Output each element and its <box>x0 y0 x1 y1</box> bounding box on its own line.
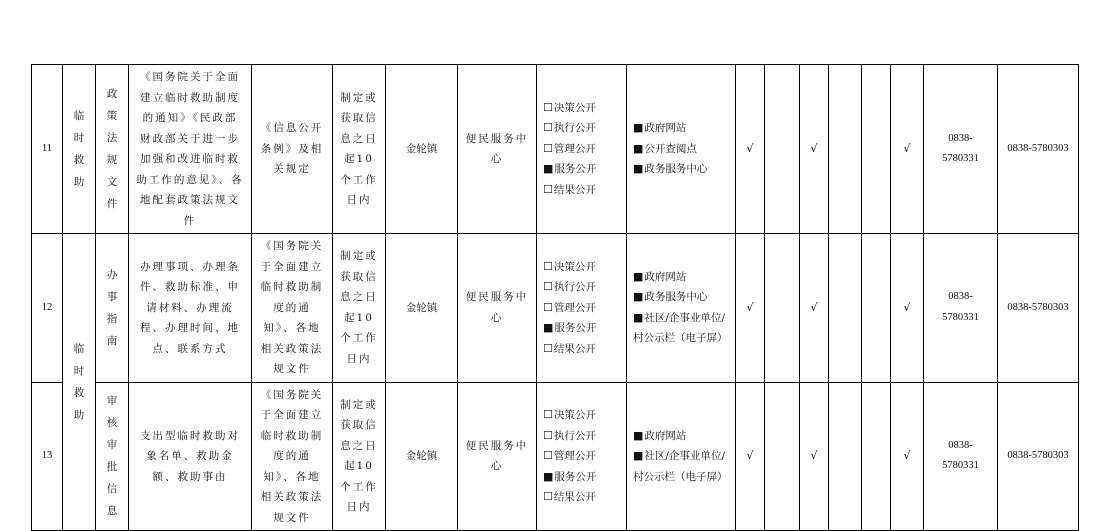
check-cell <box>829 382 862 531</box>
check-cell: √ <box>891 382 924 531</box>
vertical-char: 规 <box>106 154 118 166</box>
filled-square-icon: ■ <box>633 162 644 176</box>
category-cell <box>63 65 96 234</box>
empty-square-icon: ☐ <box>543 259 553 273</box>
deadline-cell: 制定或获取信息之日起10个工作日内 <box>333 65 386 234</box>
content-cell: 《国务院关于全面建立临时救助制度的通知》《民政部 财政部关于进一步加强和改进临时救助工作的意见》、各地配套政策法规文件 <box>129 65 252 234</box>
check-cell: √ <box>800 65 829 234</box>
content-cell: 支出型临时救助对象名单、救助金额、救助事由 <box>129 382 252 531</box>
subject-cell: 金轮镇 <box>386 382 458 531</box>
option-item <box>543 277 620 298</box>
option-label: 政府网站 <box>644 122 687 135</box>
vertical-char: 助 <box>73 409 85 421</box>
row-number: 13 <box>32 382 63 531</box>
phone-cell: 0838-5780331 <box>924 65 998 234</box>
option-item <box>543 426 620 447</box>
option-label: 结果公开 <box>553 342 596 355</box>
option-label: 执行公开 <box>553 281 596 293</box>
option-item <box>543 446 620 467</box>
channels-cell <box>627 234 736 383</box>
option-label: 社区/企事业单位/村公示栏（电子屏） <box>633 450 728 483</box>
item-cell <box>96 382 129 531</box>
vertical-char: 助 <box>73 176 85 188</box>
option-item <box>543 98 620 119</box>
option-label: 决策公开 <box>553 101 596 114</box>
empty-square-icon: ☐ <box>543 300 553 314</box>
vertical-char: 办 <box>106 268 118 281</box>
empty-square-icon: ☐ <box>543 100 553 114</box>
scope-cell <box>537 234 627 383</box>
carrier-cell: 便民服务中心 <box>458 65 537 234</box>
option-item <box>543 339 620 360</box>
channels-cell <box>627 65 736 234</box>
filled-square-icon: ■ <box>633 290 644 304</box>
check-cell: √ <box>800 234 829 383</box>
vertical-char: 时 <box>73 365 85 377</box>
carrier-cell: 便民服务中心 <box>458 382 537 531</box>
option-label: 管理公开 <box>553 450 596 462</box>
option-item <box>633 139 729 160</box>
category-cell <box>63 234 96 531</box>
carrier-cell: 便民服务中心 <box>458 234 537 383</box>
option-item <box>633 426 729 447</box>
option-label: 执行公开 <box>553 122 596 135</box>
vertical-char: 息 <box>106 505 118 518</box>
empty-square-icon: ☐ <box>543 341 553 355</box>
option-label: 服务公开 <box>554 470 597 483</box>
empty-square-icon: ☐ <box>543 280 553 293</box>
basis-cell: 《国务院关于全面建立临时救助制度的通知》、各地相关政策法规文件 <box>252 234 333 383</box>
option-item <box>543 298 620 319</box>
vertical-char: 时 <box>73 132 85 144</box>
deadline-cell: 制定或获取信息之日起10个工作日内 <box>333 234 386 383</box>
vertical-char: 临 <box>73 343 85 355</box>
option-label: 政府网站 <box>644 270 687 283</box>
vertical-char: 批 <box>106 461 118 474</box>
vertical-char: 救 <box>73 154 85 166</box>
phone-cell: 0838-5780331 <box>924 234 998 383</box>
check-cell <box>862 234 891 383</box>
empty-square-icon: ☐ <box>543 449 553 462</box>
empty-square-icon: ☐ <box>543 428 553 442</box>
subject-cell: 金轮镇 <box>386 65 458 234</box>
option-item <box>633 118 729 139</box>
vertical-char: 审 <box>106 439 118 452</box>
phone-cell: 0838-5780303 <box>998 382 1079 531</box>
option-label: 政务服务中心 <box>644 291 708 304</box>
check-cell: √ <box>891 234 924 383</box>
option-item <box>543 405 620 426</box>
filled-square-icon: ■ <box>543 321 554 334</box>
row-number: 12 <box>32 234 63 383</box>
item-cell <box>96 234 129 383</box>
filled-square-icon: ■ <box>633 449 644 462</box>
deadline-cell: 制定或获取信息之日起10个工作日内 <box>333 382 386 531</box>
vertical-char: 南 <box>106 334 118 347</box>
table-row <box>32 65 1079 234</box>
empty-square-icon: ☐ <box>543 141 553 155</box>
scope-cell <box>537 382 627 531</box>
check-cell <box>765 382 800 531</box>
filled-square-icon: ■ <box>633 269 644 283</box>
row-number: 11 <box>32 65 63 234</box>
content-cell: 办理事项、办理条件、救助标准、申请材料、办理流程、办理时间、地点、联系方式 <box>129 234 252 383</box>
option-item <box>543 467 620 488</box>
option-item <box>633 287 729 308</box>
phone-cell: 0838-5780331 <box>924 382 998 531</box>
filled-square-icon: ■ <box>543 162 554 176</box>
subject-cell: 金轮镇 <box>386 234 458 383</box>
empty-square-icon: ☐ <box>543 490 553 503</box>
option-item <box>543 159 620 180</box>
option-item <box>543 487 620 508</box>
option-label: 决策公开 <box>553 260 596 273</box>
vertical-char: 政 <box>106 88 118 100</box>
option-item <box>633 446 729 487</box>
option-label: 结果公开 <box>553 183 596 196</box>
channels-cell <box>627 382 736 531</box>
vertical-char: 救 <box>73 387 85 399</box>
vertical-char: 事 <box>106 290 118 303</box>
option-label: 决策公开 <box>553 409 596 421</box>
option-label: 政府网站 <box>644 429 687 442</box>
basis-cell: 《信息公开条例》及相关规定 <box>252 65 333 234</box>
vertical-char: 法 <box>106 132 118 144</box>
option-label: 管理公开 <box>553 301 596 314</box>
check-cell: √ <box>736 382 765 531</box>
check-cell <box>765 234 800 383</box>
check-cell <box>765 65 800 234</box>
option-item <box>543 180 620 201</box>
table-row <box>32 234 1079 383</box>
option-label: 政务服务中心 <box>644 163 708 176</box>
check-cell: √ <box>736 65 765 234</box>
vertical-char: 审 <box>106 395 118 408</box>
check-cell <box>862 65 891 234</box>
vertical-char: 核 <box>106 417 118 430</box>
phone-cell: 0838-5780303 <box>998 234 1079 383</box>
basis-cell: 《国务院关于全面建立临时救助制度的通知》、各地相关政策法规文件 <box>252 382 333 531</box>
check-cell <box>829 65 862 234</box>
empty-square-icon: ☐ <box>543 121 553 135</box>
filled-square-icon: ■ <box>633 121 644 135</box>
vertical-char: 策 <box>106 110 118 122</box>
option-item <box>543 257 620 278</box>
scope-cell <box>537 65 627 234</box>
option-label: 管理公开 <box>553 142 596 155</box>
item-cell <box>96 65 129 234</box>
option-item <box>633 308 729 349</box>
option-label: 执行公开 <box>553 429 596 442</box>
option-label: 服务公开 <box>554 163 597 176</box>
empty-square-icon: ☐ <box>543 182 553 196</box>
vertical-char: 指 <box>106 312 118 325</box>
check-cell: √ <box>891 65 924 234</box>
table-row <box>32 382 1079 531</box>
filled-square-icon: ■ <box>543 469 554 483</box>
option-item <box>543 139 620 160</box>
option-item <box>543 118 620 139</box>
empty-square-icon: ☐ <box>543 408 553 421</box>
check-cell <box>862 382 891 531</box>
vertical-char: 文 <box>106 176 118 188</box>
filled-square-icon: ■ <box>633 310 644 324</box>
option-item <box>633 267 729 288</box>
option-label: 服务公开 <box>554 322 597 334</box>
check-cell: √ <box>800 382 829 531</box>
check-cell <box>829 234 862 383</box>
filled-square-icon: ■ <box>633 428 644 442</box>
vertical-char: 信 <box>106 483 118 496</box>
option-item <box>543 318 620 339</box>
vertical-char: 临 <box>73 110 85 122</box>
check-cell: √ <box>736 234 765 383</box>
option-item <box>633 159 729 180</box>
option-label: 结果公开 <box>553 491 596 503</box>
phone-cell: 0838-5780303 <box>998 65 1079 234</box>
vertical-char: 件 <box>106 198 118 210</box>
filled-square-icon: ■ <box>633 141 644 155</box>
option-label: 社区/企事业单位/村公示栏（电子屏） <box>633 311 728 345</box>
disclosure-table <box>31 64 1079 531</box>
option-label: 公开查阅点 <box>644 142 697 155</box>
